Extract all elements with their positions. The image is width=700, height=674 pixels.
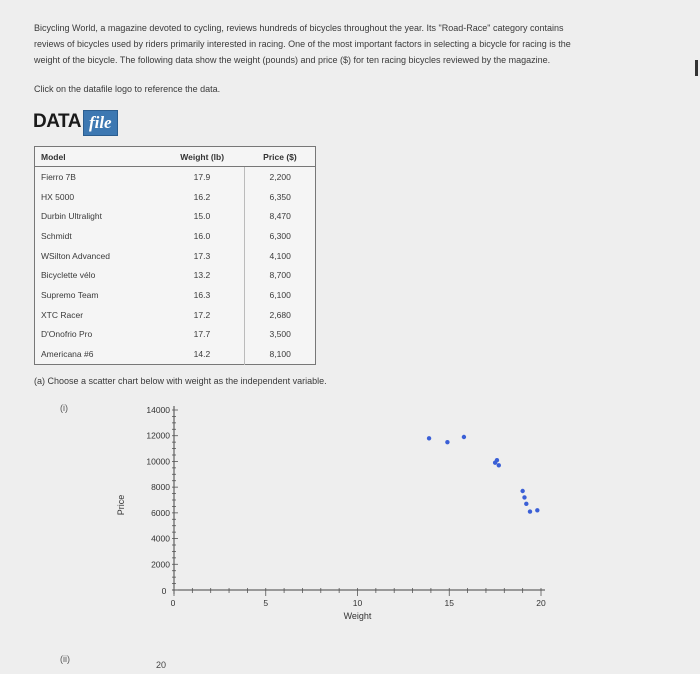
x-axis-title: Weight [343, 611, 372, 621]
y-tick-label: 14000 [146, 405, 170, 415]
weight-cell: 17.9 [193, 171, 211, 182]
scatter-point [427, 436, 431, 440]
x-tick-label: 15 [444, 598, 454, 608]
intro-line-3: weight of the bicycle. The following data show the weight (pounds) and price ($) for ten racing bicycles reviewed by the magazine. [34, 55, 551, 65]
weight-cell: 17.3 [193, 250, 211, 261]
price-cell: 8,100 [245, 344, 316, 364]
y-tick-label: 10000 [146, 456, 170, 467]
price-cell: 3,500 [245, 325, 316, 345]
model-cell: Supremo Team [41, 289, 99, 300]
price-cell: 2,200 [245, 167, 316, 187]
x-tick-label: 0 [170, 598, 176, 608]
x-tick-label: 20 [536, 598, 546, 608]
model-cell: HX 5000 [41, 191, 75, 202]
option-ii-y-tick: 20 [156, 660, 167, 670]
model-cell: D'Onofrio Pro [41, 329, 93, 340]
weight-cell: 17.7 [193, 329, 211, 340]
y-tick-label: 2000 [151, 559, 170, 570]
scatter-point [522, 495, 526, 499]
scatter-point [535, 508, 539, 512]
x-tick-label: 5 [263, 598, 269, 608]
scatter-point [497, 463, 501, 467]
weight-cell: 16.2 [193, 191, 211, 202]
weight-cell: 14.2 [193, 349, 211, 360]
datafile-instruction: Click on the datafile logo to reference the data. [34, 84, 221, 94]
price-cell: 8,470 [245, 206, 316, 226]
model-cell: Schmidt [41, 230, 72, 241]
y-tick-label: 6000 [151, 507, 170, 518]
weight-cell: 15.0 [193, 211, 211, 222]
model-cell: XTC Racer [41, 309, 84, 320]
model-cell: Americana #6 [41, 349, 94, 360]
y-tick-label: 4000 [151, 533, 170, 544]
header-price: Price ($) [245, 147, 316, 167]
weight-cell: 17.2 [193, 309, 211, 320]
scatter-point [524, 502, 528, 506]
question-a-prompt: (a) Choose a scatter chart below with weight as the independent variable. [34, 376, 327, 386]
price-cell: 2,680 [245, 305, 316, 325]
scatter-point [520, 489, 524, 493]
header-weight: Weight (lb) [159, 147, 244, 167]
scatter-point [445, 440, 449, 444]
weight-cell: 16.3 [193, 289, 211, 300]
price-cell: 8,700 [245, 265, 316, 285]
y-tick-label: 8000 [151, 482, 170, 493]
intro-line-1: Bicycling World, a magazine devoted to cycling, reviews hundreds of bicycles throughout the year. Its "Road-Race" category contains [34, 23, 564, 33]
scatter-point [528, 509, 532, 513]
x-tick-label: 10 [352, 598, 363, 608]
weight-cell: 16.0 [193, 230, 211, 241]
header-model: Model [35, 147, 160, 167]
model-cell: Bicyclette vélo [41, 270, 96, 281]
option-i-radio[interactable]: (i) [60, 403, 68, 413]
y-tick-label: 0 [161, 586, 167, 596]
price-cell: 6,100 [245, 285, 316, 305]
datafile-logo-data-text: DATA [33, 111, 81, 132]
price-cell: 4,100 [245, 246, 316, 266]
price-cell: 6,350 [245, 187, 316, 207]
scatter-point [495, 458, 499, 462]
scatter-point [462, 435, 466, 439]
model-cell: Fierro 7B [41, 171, 76, 182]
y-axis-title: Price [116, 494, 126, 516]
datafile-logo-file-text: file [83, 110, 118, 136]
y-tick-label: 12000 [146, 430, 170, 441]
price-cell: 6,300 [245, 226, 316, 246]
weight-cell: 13.2 [193, 270, 211, 281]
intro-line-2: reviews of bicycles used by riders primarily interested in racing. One of the most important factors in selecting a bicycle for racing is the [34, 39, 571, 49]
model-cell: Durbin Ultralight [41, 211, 102, 222]
model-cell: WSilton Advanced [41, 250, 110, 261]
option-ii-radio[interactable]: (ii) [60, 654, 70, 664]
